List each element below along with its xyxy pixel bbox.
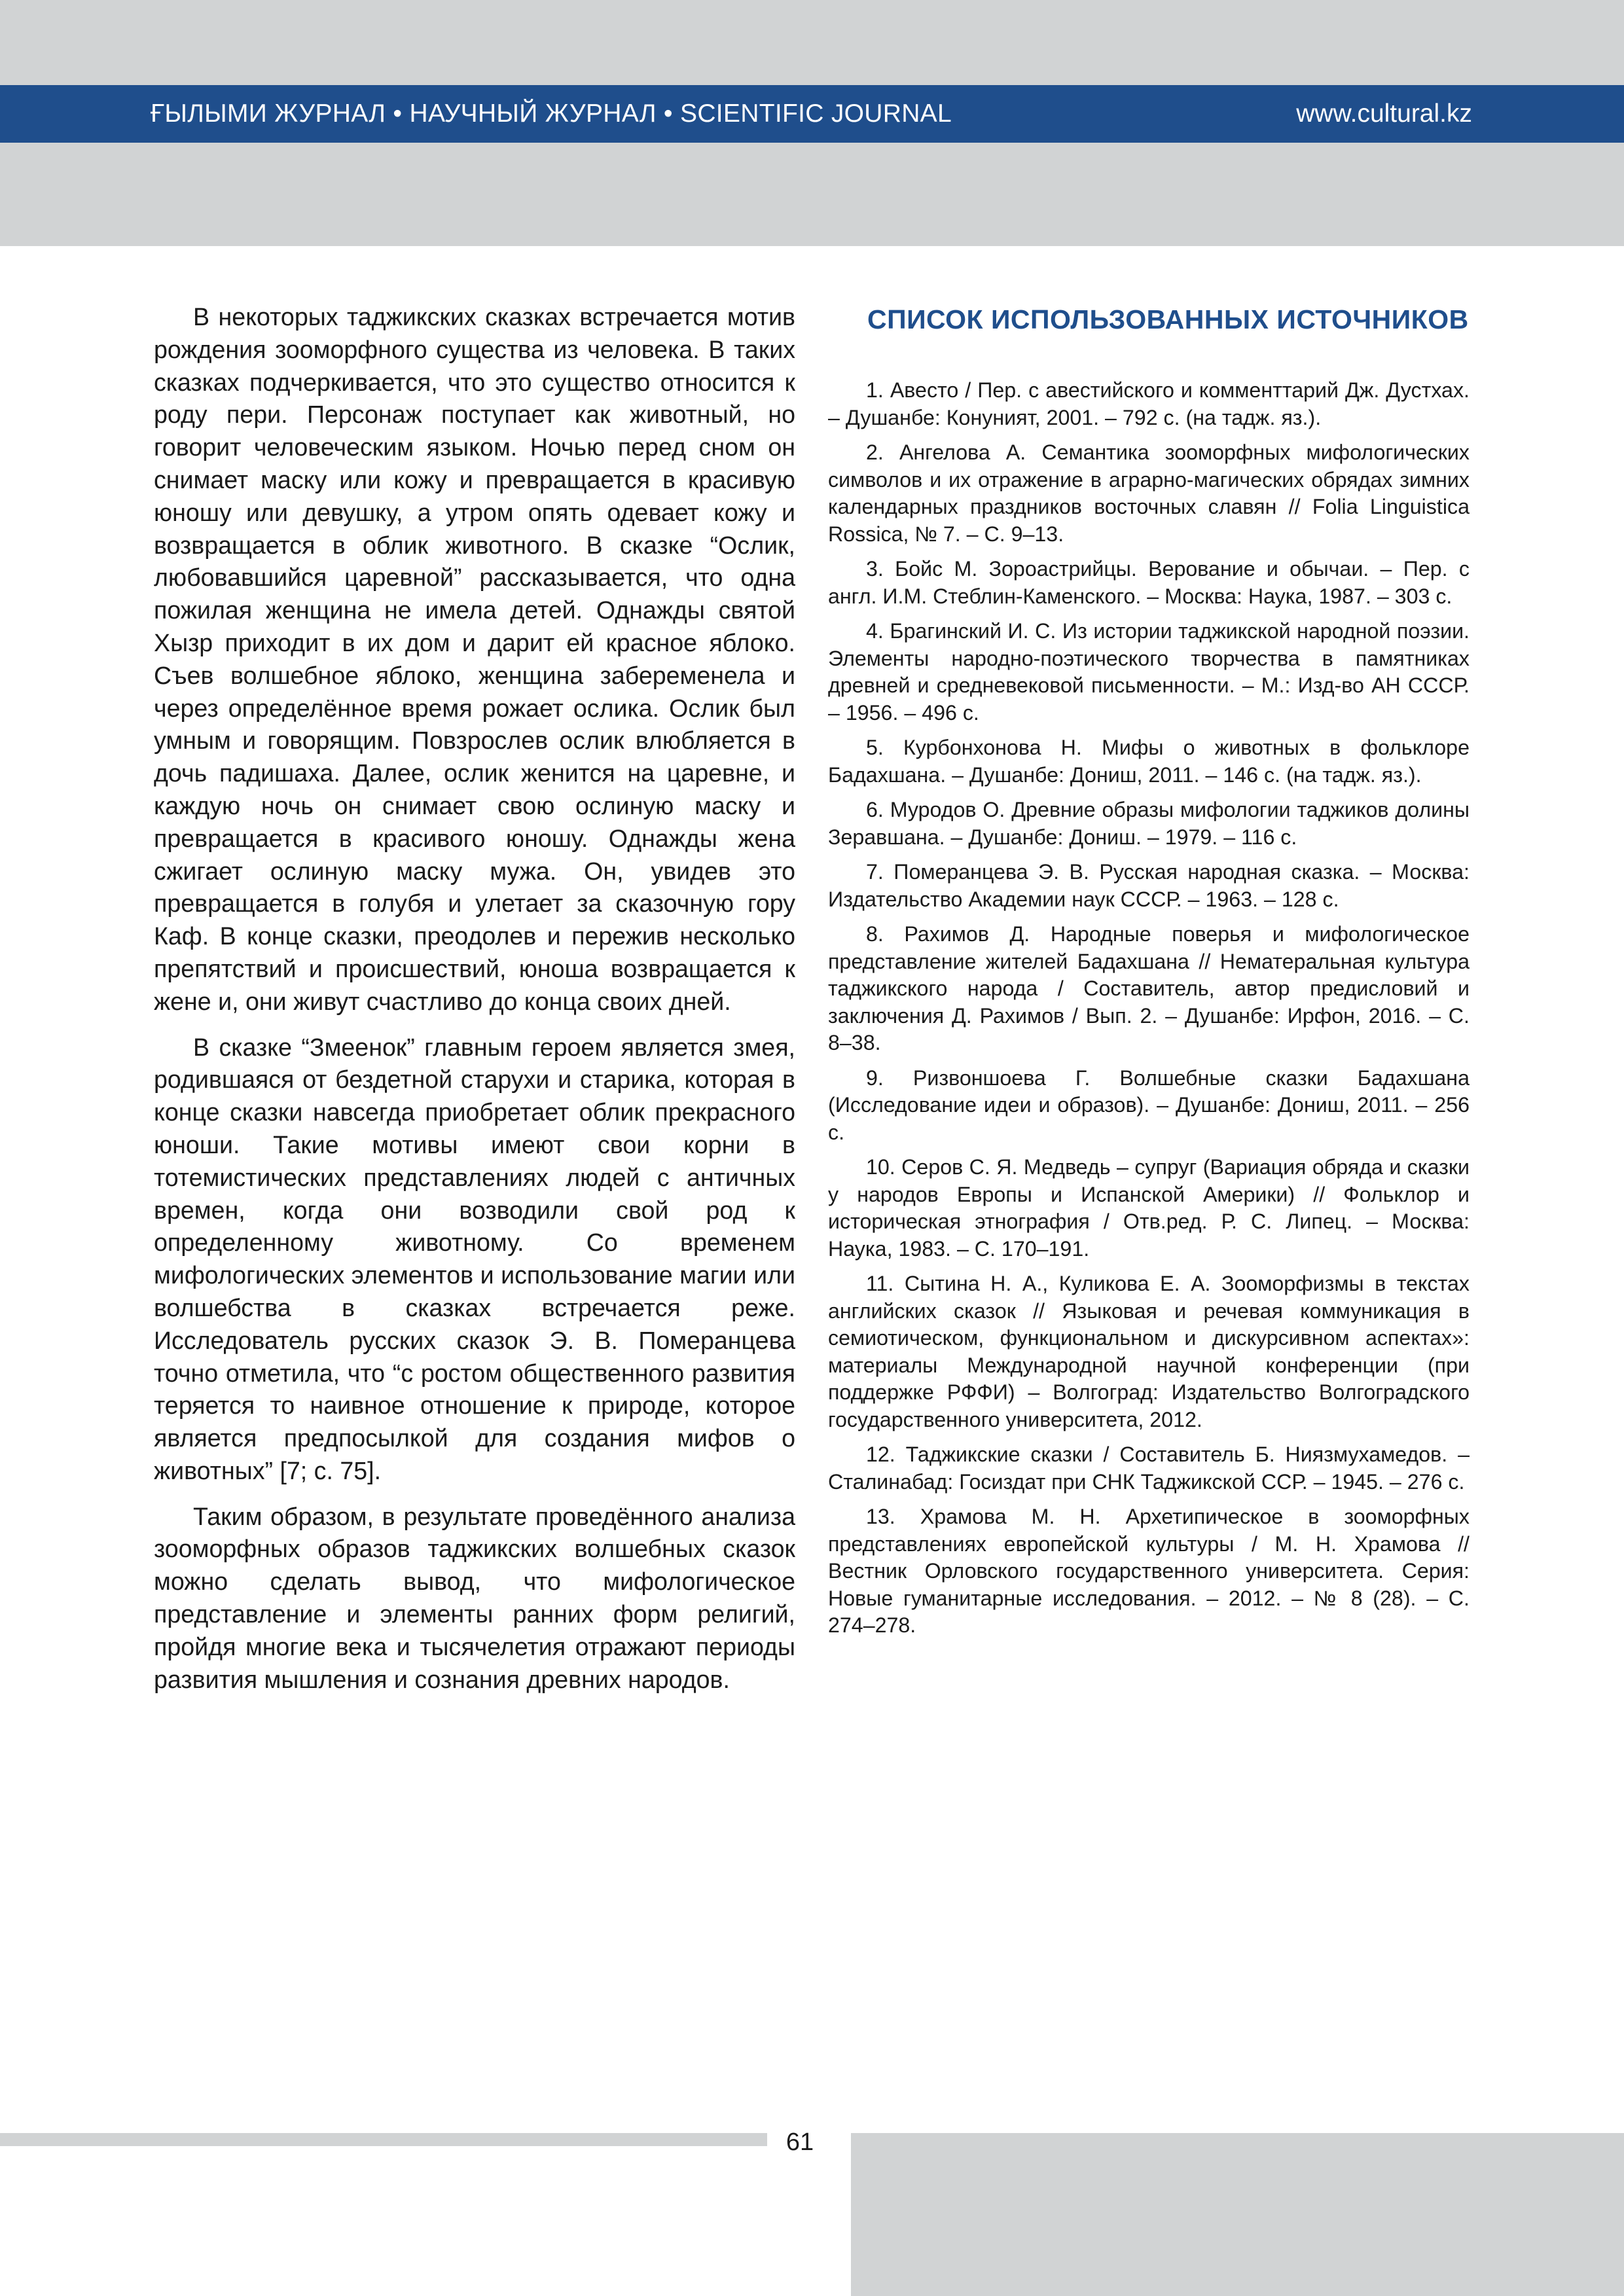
reference-item: 13. Храмова М. Н. Архетипическое в зооморфных представлениях европейской культуры / М. Н. Храмова // Вестник Орловского государственного университета. Серия: Новые гуманитарные исследования. – 2012. – № 8 (28). – С. 274–278. bbox=[828, 1505, 1470, 1637]
journal-website: www.cultural.kz bbox=[1296, 99, 1472, 128]
reference-item: 12. Таджикские сказки / Составитель Б. Ниязмухамедов. – Сталинабад: Госиздат при СНК Таджикской ССР. – 1945. – 276 с. bbox=[828, 1443, 1470, 1494]
page-number: 61 bbox=[785, 2128, 814, 2156]
body-paragraph-1: В некоторых таджикских сказках встречается мотив рождения зооморфного существа из человека. В таких сказках подчеркивается, что это существо относится к роду пери. Персонаж поступает как животный, но говорит человеческим языком. Ночью перед сном он снимает маску или кожу и превращается в красивую юношу или девушку, а утром опять одевает кожу и возвращается в облик животного. В сказке “Ослик, любовавшийся царевной” рассказывается, что одна пожилая женщина не имела детей. Однажды святой Хызр приходит в их дом и дарит ей красное яблоко. Съев волшебное яблоко, женщина забеременела и через определённое время рожает ослика. Ослик был умным и говорящим. Повзрослев ослик влюбляется в дочь падишаха. Далее, ослик женится на царевне, и каждую ночь он снимает свою ослиную маску и превращается в красивого юношу. Однажды жена сжигает ослиную маску мужа. Он, увидев это превращается в голубя и улетает за сказочную гору Каф. В конце сказки, преодолев и пережив несколько препятствий и происшествий, юноша возвращается к жене и, они живут счастливо до конца своих дней. bbox=[154, 303, 795, 1015]
reference-item: 4. Брагинский И. С. Из истории таджикской народной поэзии. Элементы народно-поэтического творчества в памятниках древней и средневековой письменности. – М.: Изд-во АН СССР. – 1956. – 496 с. bbox=[828, 619, 1470, 725]
reference-item: 8. Рахимов Д. Народные поверья и мифологическое представление жителей Бадахшана // Нематеральная культура таджикского народа / Составитель, автор предисловий и заключения Д. Рахимов / Вып. 2. – Душанбе: Ирфон, 2016. – С. 8–38. bbox=[828, 922, 1470, 1054]
journal-name: ҒЫЛЫМИ ЖУРНАЛ • НАУЧНЫЙ ЖУРНАЛ • SCIENTIFIC JOURNAL bbox=[151, 99, 952, 128]
body-paragraph-3: Таким образом, в результате проведённого анализа зооморфных образов таджикских волшебных сказок можно сделать вывод, что мифологическое представление и элементы ранних форм религий, пройдя многие века и тысячелетия отражают периоды развития мышления и сознания древних народов. bbox=[154, 1502, 795, 1693]
reference-item: 9. Ризвоншоева Г. Волшебные сказки Бадахшана (Исследование идеи и образов). – Душанбе: Дониш, 2011. – 256 с. bbox=[828, 1066, 1470, 1144]
article-body bbox=[154, 301, 795, 1709]
references-list bbox=[828, 377, 1470, 1640]
references-title: СПИСОК ИСПОЛЬЗОВАННЫХ ИСТОЧНИКОВ bbox=[867, 304, 1469, 334]
journal-header-bar bbox=[0, 85, 1624, 143]
footer-bar bbox=[0, 2133, 767, 2146]
reference-item: 7. Померанцева Э. В. Русская народная сказка. – Москва: Издательство Академии наук СССР. – 1963. – 128 с. bbox=[828, 860, 1470, 911]
reference-item: 10. Серов С. Я. Медведь – супруг (Вариация обряда и сказки у народов Европы и Испанской Америки) // Фольклор и историческая этнография / Отв.ред. Р. С. Липец. – Москва: Наука, 1983. – С. 170–191. bbox=[828, 1155, 1470, 1261]
reference-item: 11. Сытина Н. А., Куликова Е. А. Зооморфизмы в текстах английских сказок // Языковая и речевая коммуникация в семиотическом, функциональном и дискурсивном аспектах»: материалы Международной научной конференции (при поддержке РФФИ) – Волгоград: Издательство Волгоградского государственного университета, 2012. bbox=[828, 1272, 1470, 1431]
reference-item: 6. Муродов О. Древние образы мифологии таджиков долины Зеравшана. – Душанбе: Дониш. – 1979. – 116 с. bbox=[828, 798, 1470, 849]
reference-item: 2. Ангелова А. Семантика зооморфных мифологических символов и их отражение в аграрно-магических обрядах зимних календарных праздников восточных славян // Folia Linguistica Rossica, № 7. – С. 9–13. bbox=[828, 440, 1470, 546]
reference-item: 3. Бойс М. Зороастрийцы. Верование и обычаи. – Пер. с англ. И.М. Стеблин-Каменского. – Москва: Наука, 1987. – 303 с. bbox=[828, 557, 1470, 608]
reference-item: 1. Авесто / Пер. с авестийского и комменттарий Дж. Дустхах. – Душанбе: Конуният, 2001. – 792 с. (на тадж. яз.). bbox=[828, 378, 1470, 429]
body-paragraph-2: В сказке “Змеенок” главным героем является змея, родившаяся от бездетной старухи и старика, которая в конце сказки навсегда приобретает облик прекрасного юноши. Такие мотивы имеют свои корни в тотемистических представлениях людей с античных времен, когда они возводили свой род к определенному животному. Со временем мифологических элементов и использование магии или волшебства в сказках встречается реже. Исследователь русских сказок Э. В. Померанцева точно отметила, что “с ростом общественного развития теряется то наивное отношение к природе, которое является предпосылкой для создания мифов о животных” [7; с. 75]. bbox=[154, 1033, 795, 1484]
reference-item: 5. Курбонхонова Н. Мифы о животных в фольклоре Бадахшана. – Душанбе: Дониш, 2011. – 146 с. (на тадж. яз.). bbox=[828, 736, 1470, 787]
references-section bbox=[828, 302, 1470, 1647]
footer-block bbox=[851, 2133, 1624, 2296]
